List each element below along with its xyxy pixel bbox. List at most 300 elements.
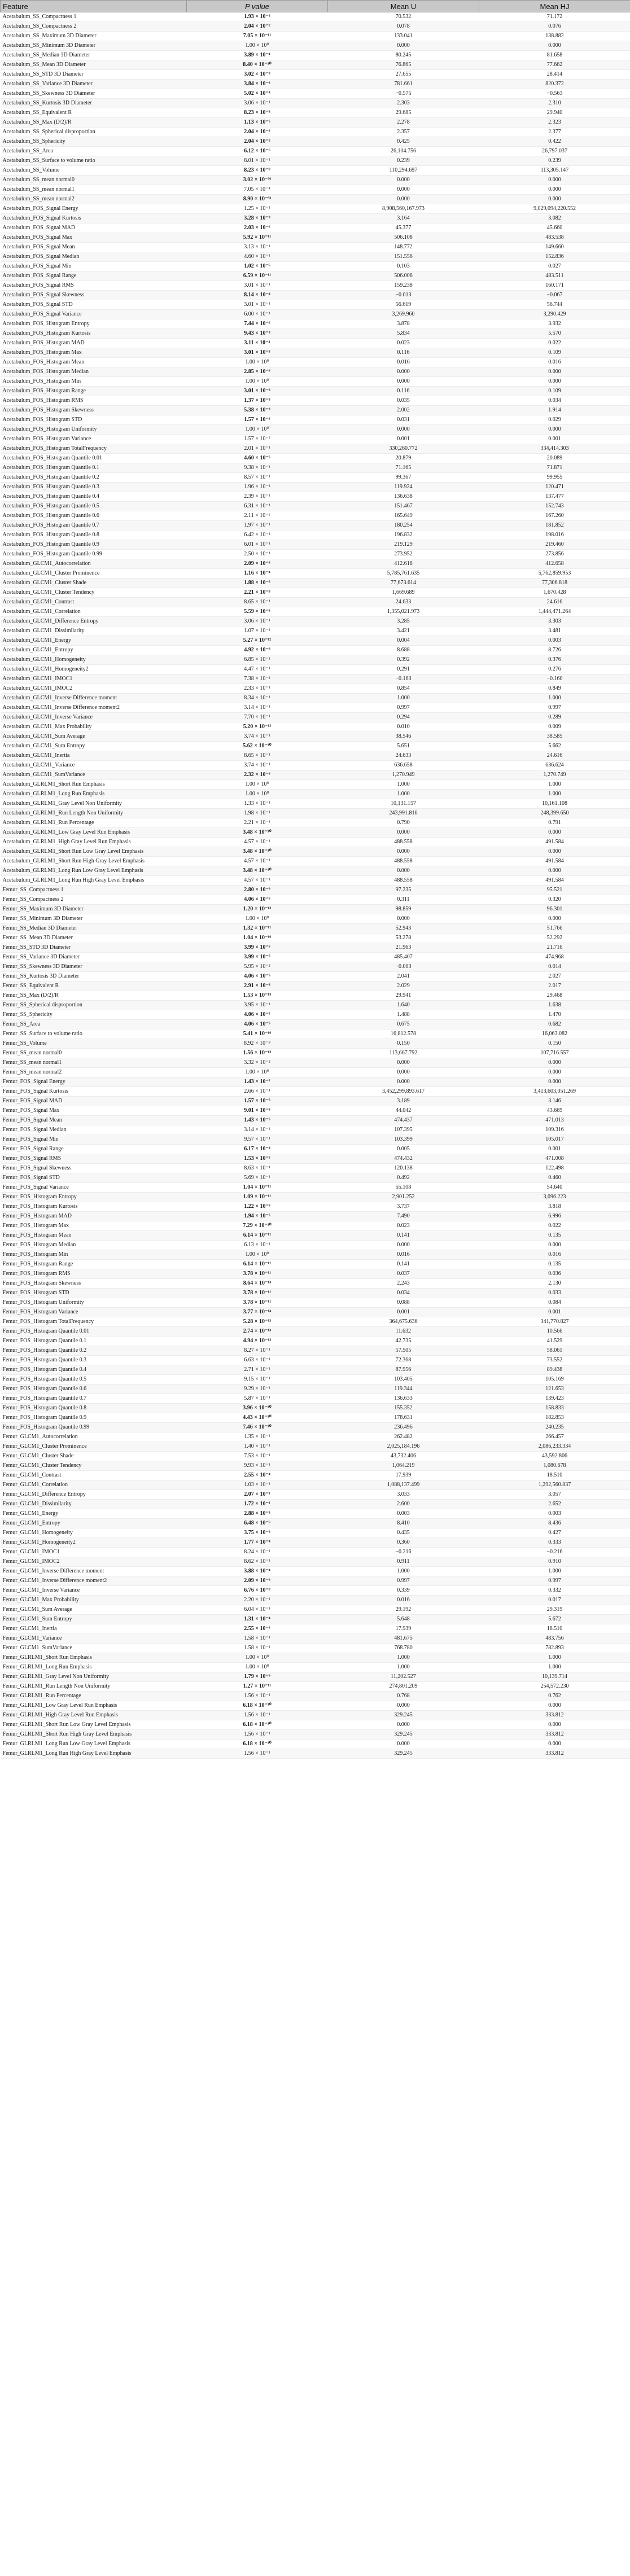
mean-u-cell: 5,785,761.635 <box>328 569 479 579</box>
mean-hj-cell: 8.436 <box>479 1519 630 1528</box>
table-row <box>1 799 630 809</box>
table-row <box>1 1519 630 1528</box>
feature-cell: Femur_FOS_Histogram Min <box>1 1250 187 1260</box>
feature-cell: Femur_FOS_Histogram Mean <box>1 1231 187 1241</box>
table-row <box>1 924 630 934</box>
mean-u-cell: 11,202.527 <box>328 1672 479 1682</box>
table-row <box>1 214 630 224</box>
mean-u-cell: 155.352 <box>328 1404 479 1413</box>
feature-cell: Acetabulum_SS_Max (D/2)/R <box>1 118 187 128</box>
feature-cell: Acetabulum_FOS_Histogram Quantile 0.5 <box>1 502 187 511</box>
p-value-cell: 8.14 × 10⁻⁴ <box>187 291 328 300</box>
feature-cell: Femur_GLCM1_IMOC1 <box>1 1548 187 1557</box>
table-row <box>1 1557 630 1567</box>
feature-cell: Femur_GLRLM1_Run Length Non Uniformity <box>1 1682 187 1692</box>
feature-cell: Femur_FOS_Signal Mean <box>1 1116 187 1125</box>
mean-u-cell: 0.037 <box>328 1269 479 1279</box>
p-value-cell: 8.24 × 10⁻¹ <box>187 1548 328 1557</box>
p-value-cell: 3.06 × 10⁻¹ <box>187 99 328 108</box>
mean-u-cell: 0.088 <box>328 1298 479 1308</box>
feature-cell: Acetabulum_FOS_Histogram MAD <box>1 339 187 348</box>
mean-hj-cell: 0.000 <box>479 1077 630 1087</box>
feature-cell: Femur_SS_Mean 3D Diameter <box>1 934 187 943</box>
mean-u-cell: 0.854 <box>328 684 479 694</box>
p-value-cell: 1.94 × 10⁻⁵ <box>187 1212 328 1221</box>
mean-u-cell: 488.558 <box>328 838 479 847</box>
feature-cell: Femur_FOS_Histogram Skewness <box>1 1279 187 1289</box>
table-row <box>1 147 630 156</box>
feature-cell: Femur_SS_Compactness 2 <box>1 895 187 905</box>
mean-u-cell: 72.368 <box>328 1356 479 1365</box>
mean-u-cell: 1.000 <box>328 1567 479 1576</box>
mean-hj-cell: 0.017 <box>479 1596 630 1605</box>
feature-cell: Acetabulum_SS_STD 3D Diameter <box>1 70 187 80</box>
mean-hj-cell: 333.812 <box>479 1730 630 1740</box>
mean-u-cell: 0.031 <box>328 415 479 425</box>
mean-u-cell: 3.737 <box>328 1202 479 1212</box>
p-value-cell: 1.40 × 10⁻¹ <box>187 1442 328 1452</box>
mean-u-cell: 119.344 <box>328 1385 479 1394</box>
feature-cell: Acetabulum_SS_Surface to volume ratio <box>1 156 187 166</box>
mean-hj-cell: 3.057 <box>479 1490 630 1500</box>
table-row <box>1 1538 630 1548</box>
mean-u-cell: 1,064.219 <box>328 1461 479 1471</box>
p-value-cell: 2.80 × 10⁻⁹ <box>187 886 328 895</box>
mean-u-cell: 103.405 <box>328 1375 479 1385</box>
mean-u-cell: 0.000 <box>328 828 479 838</box>
mean-u-cell: 273.952 <box>328 550 479 559</box>
table-row <box>1 195 630 204</box>
mean-hj-cell: 412.658 <box>479 559 630 569</box>
table-row <box>1 1049 630 1058</box>
p-value-cell: 2.55 × 10⁻⁴ <box>187 1624 328 1634</box>
mean-hj-cell: 1.470 <box>479 1010 630 1020</box>
table-row <box>1 156 630 166</box>
feature-cell: Acetabulum_FOS_Signal Range <box>1 271 187 281</box>
table-row <box>1 866 630 876</box>
mean-hj-cell: 52.292 <box>479 934 630 943</box>
feature-cell: Femur_GLRLM1_High Gray Level Run Emphasis <box>1 1711 187 1720</box>
feature-cell: Femur_GLCM1_Energy <box>1 1509 187 1519</box>
table-row <box>1 1135 630 1145</box>
table-row <box>1 1183 630 1193</box>
mean-hj-cell: 0.000 <box>479 866 630 876</box>
p-value-cell: 1.33 × 10⁻¹ <box>187 799 328 809</box>
mean-u-cell: 1.640 <box>328 1001 479 1010</box>
mean-hj-cell: 21.716 <box>479 943 630 953</box>
table-row <box>1 780 630 790</box>
mean-hj-cell: 10,139.714 <box>479 1672 630 1682</box>
header-mean-u: Mean U <box>328 1 479 12</box>
table-row <box>1 233 630 243</box>
feature-cell: Acetabulum_GLCM1_Inertia <box>1 751 187 761</box>
mean-hj-cell: 474.968 <box>479 953 630 962</box>
feature-cell: Femur_GLCM1_Difference Entropy <box>1 1490 187 1500</box>
feature-cell: Acetabulum_FOS_Histogram Range <box>1 387 187 396</box>
feature-cell: Acetabulum_FOS_Signal MAD <box>1 224 187 233</box>
mean-u-cell: 53.278 <box>328 934 479 943</box>
feature-cell: Acetabulum_SS_Median 3D Diameter <box>1 51 187 60</box>
p-value-cell: 1.04 × 10⁻¹¹ <box>187 1183 328 1193</box>
mean-u-cell: 0.675 <box>328 1020 479 1029</box>
mean-hj-cell: 137.477 <box>479 492 630 502</box>
mean-u-cell: 0.768 <box>328 1692 479 1701</box>
mean-hj-cell: 0.076 <box>479 22 630 32</box>
table-row <box>1 1663 630 1672</box>
mean-hj-cell: −0.067 <box>479 291 630 300</box>
mean-hj-cell: 5,762,859.953 <box>479 569 630 579</box>
mean-u-cell: 636.658 <box>328 761 479 770</box>
mean-hj-cell: 1.000 <box>479 1653 630 1663</box>
mean-u-cell: 7.490 <box>328 1212 479 1221</box>
feature-cell: Acetabulum_GLCM1_Dissimilarity <box>1 627 187 636</box>
mean-hj-cell: 0.000 <box>479 185 630 195</box>
mean-hj-cell: 24.616 <box>479 751 630 761</box>
p-value-cell: 1.56 × 10⁻¹ <box>187 1692 328 1701</box>
mean-u-cell: 52.943 <box>328 924 479 934</box>
table-row <box>1 329 630 339</box>
table-row <box>1 444 630 454</box>
p-value-cell: 1.00 × 10⁰ <box>187 790 328 799</box>
table-row <box>1 463 630 473</box>
feature-cell: Acetabulum_FOS_Signal Max <box>1 233 187 243</box>
mean-hj-cell: 0.009 <box>479 722 630 732</box>
table-row <box>1 377 630 387</box>
mean-u-cell: 0.000 <box>328 866 479 876</box>
table-row <box>1 204 630 214</box>
p-value-cell: 4.43 × 10⁻¹⁰ <box>187 1413 328 1423</box>
table-row <box>1 1480 630 1490</box>
p-value-cell: 5.20 × 10⁻¹² <box>187 722 328 732</box>
feature-cell: Acetabulum_FOS_Histogram Kurtosis <box>1 329 187 339</box>
p-value-cell: 6.18 × 10⁻¹⁰ <box>187 1701 328 1711</box>
mean-u-cell: 3.189 <box>328 1097 479 1106</box>
feature-cell: Femur_SS_Maximum 3D Diameter <box>1 905 187 914</box>
feature-cell: Acetabulum_SS_Volume <box>1 166 187 176</box>
table-row <box>1 1730 630 1740</box>
mean-u-cell: 329.245 <box>328 1730 479 1740</box>
feature-cell: Acetabulum_FOS_Histogram Uniformity <box>1 425 187 435</box>
table-row <box>1 713 630 722</box>
mean-u-cell: 1.488 <box>328 1010 479 1020</box>
p-value-cell: 6.18 × 10⁻¹⁰ <box>187 1740 328 1749</box>
table-row <box>1 751 630 761</box>
mean-hj-cell: 28.414 <box>479 70 630 80</box>
table-row <box>1 857 630 866</box>
table-row <box>1 511 630 521</box>
mean-hj-cell: 334,414.303 <box>479 444 630 454</box>
mean-hj-cell: 152.836 <box>479 252 630 262</box>
table-row <box>1 1308 630 1317</box>
table-row <box>1 550 630 559</box>
p-value-cell: 5.62 × 10⁻¹⁰ <box>187 742 328 751</box>
feature-cell: Acetabulum_FOS_Histogram Quantile 0.1 <box>1 463 187 473</box>
p-value-cell: 7.70 × 10⁻¹ <box>187 713 328 722</box>
table-row <box>1 905 630 914</box>
mean-u-cell: 0.016 <box>328 1250 479 1260</box>
mean-u-cell: 0.239 <box>328 156 479 166</box>
feature-cell: Femur_FOS_Histogram Quantile 0.5 <box>1 1375 187 1385</box>
mean-hj-cell: 2.652 <box>479 1500 630 1509</box>
feature-cell: Femur_GLCM1_Cluster Tendency <box>1 1461 187 1471</box>
p-value-cell: 5.87 × 10⁻¹ <box>187 1394 328 1404</box>
mean-hj-cell: 5.672 <box>479 1615 630 1624</box>
p-value-cell: 4.06 × 10⁻⁵ <box>187 1020 328 1029</box>
p-value-cell: 6.17 × 10⁻⁴ <box>187 1145 328 1154</box>
table-row <box>1 1500 630 1509</box>
p-value-cell: 1.09 × 10⁻¹¹ <box>187 1193 328 1202</box>
mean-u-cell: 0.000 <box>328 1241 479 1250</box>
mean-hj-cell: 0.276 <box>479 665 630 674</box>
feature-cell: Acetabulum_FOS_Histogram Skewness <box>1 406 187 415</box>
feature-cell: Femur_GLRLM1_Low Gray Level Run Emphasis <box>1 1701 187 1711</box>
mean-hj-cell: 0.289 <box>479 713 630 722</box>
mean-u-cell: 0.000 <box>328 847 479 857</box>
feature-cell: Acetabulum_FOS_Histogram Quantile 0.99 <box>1 550 187 559</box>
table-row <box>1 818 630 828</box>
mean-u-cell: 180.254 <box>328 521 479 531</box>
mean-hj-cell: 20.089 <box>479 454 630 463</box>
p-value-cell: 2.39 × 10⁻¹ <box>187 492 328 502</box>
mean-u-cell: 1.000 <box>328 1653 479 1663</box>
table-row <box>1 665 630 674</box>
mean-hj-cell: 29.468 <box>479 991 630 1001</box>
table-row <box>1 953 630 962</box>
mean-u-cell: 329.245 <box>328 1749 479 1759</box>
feature-cell: Acetabulum_GLRLM1_Short Run Low Gray Level Emphasis <box>1 847 187 857</box>
mean-u-cell: 0.392 <box>328 655 479 665</box>
table-row <box>1 809 630 818</box>
p-value-cell: 3.96 × 10⁻¹⁰ <box>187 1404 328 1413</box>
feature-cell: Acetabulum_FOS_Histogram Max <box>1 348 187 358</box>
feature-cell: Acetabulum_SS_Kurtosis 3D Diameter <box>1 99 187 108</box>
mean-u-cell: 1.000 <box>328 1663 479 1672</box>
p-value-cell: 3.84 × 10⁻³ <box>187 80 328 89</box>
p-value-cell: 9.29 × 10⁻¹ <box>187 1385 328 1394</box>
mean-u-cell: −0.163 <box>328 674 479 684</box>
p-value-cell: 1.97 × 10⁻¹ <box>187 521 328 531</box>
feature-cell: Femur_FOS_Signal Energy <box>1 1077 187 1087</box>
mean-hj-cell: 43.669 <box>479 1106 630 1116</box>
feature-cell: Femur_GLCM1_Inverse Variance <box>1 1586 187 1596</box>
mean-u-cell: 151.556 <box>328 252 479 262</box>
mean-u-cell: 24.633 <box>328 751 479 761</box>
feature-cell: Acetabulum_GLCM1_Inverse Difference moment2 <box>1 703 187 713</box>
mean-hj-cell: 24.616 <box>479 598 630 607</box>
feature-cell: Acetabulum_FOS_Signal Variance <box>1 310 187 319</box>
p-value-cell: 4.06 × 10⁻⁵ <box>187 1010 328 1020</box>
mean-u-cell: 2,901.252 <box>328 1193 479 1202</box>
table-row <box>1 319 630 329</box>
mean-u-cell: 42.735 <box>328 1337 479 1346</box>
feature-cell: Acetabulum_FOS_Signal Mean <box>1 243 187 252</box>
table-row <box>1 492 630 502</box>
table-row <box>1 1596 630 1605</box>
feature-cell: Acetabulum_GLCM1_Correlation <box>1 607 187 617</box>
table-row <box>1 281 630 291</box>
p-value-cell: 4.92 × 10⁻⁸ <box>187 646 328 655</box>
p-value-cell: 5.41 × 10⁻¹⁶ <box>187 1029 328 1039</box>
mean-u-cell: 8,908,560,167.973 <box>328 204 479 214</box>
p-value-cell: 7.29 × 10⁻¹⁰ <box>187 1221 328 1231</box>
p-value-cell: 1.56 × 10⁻¹ <box>187 1749 328 1759</box>
feature-cell: Femur_FOS_Histogram Quantile 0.01 <box>1 1327 187 1337</box>
mean-hj-cell: 29.940 <box>479 108 630 118</box>
mean-u-cell: 0.000 <box>328 1701 479 1711</box>
feature-cell: Acetabulum_GLRLM1_Long Run High Gray Level Emphasis <box>1 876 187 886</box>
mean-hj-cell: 3.303 <box>479 617 630 627</box>
table-row <box>1 588 630 598</box>
table-row <box>1 732 630 742</box>
p-value-cell: 5.02 × 10⁻⁴ <box>187 89 328 99</box>
feature-cell: Acetabulum_GLRLM1_Long Run Emphasis <box>1 790 187 799</box>
mean-hj-cell: 198.016 <box>479 531 630 540</box>
p-value-cell: 2.55 × 10⁻⁴ <box>187 1471 328 1480</box>
feature-cell: Femur_FOS_Histogram Uniformity <box>1 1298 187 1308</box>
p-value-cell: 6.14 × 10⁻¹¹ <box>187 1231 328 1241</box>
table-row <box>1 1385 630 1394</box>
p-value-cell: 7.46 × 10⁻¹⁰ <box>187 1423 328 1432</box>
mean-u-cell: 0.294 <box>328 713 479 722</box>
table-row <box>1 790 630 799</box>
p-value-cell: 1.27 × 10⁻¹¹ <box>187 1682 328 1692</box>
mean-u-cell: 38.546 <box>328 732 479 742</box>
p-value-cell: 8.63 × 10⁻¹ <box>187 1164 328 1173</box>
table-row <box>1 1682 630 1692</box>
mean-hj-cell: 2,086,233.334 <box>479 1442 630 1452</box>
mean-hj-cell: 18.510 <box>479 1471 630 1480</box>
table-row <box>1 12 630 22</box>
mean-u-cell: 0.997 <box>328 1576 479 1586</box>
feature-cell: Femur_GLCM1_Max Probability <box>1 1596 187 1605</box>
mean-hj-cell: 6.996 <box>479 1212 630 1221</box>
feature-cell: Acetabulum_SS_Mean 3D Diameter <box>1 60 187 70</box>
mean-u-cell: 0.997 <box>328 703 479 713</box>
p-value-cell: 3.11 × 10⁻³ <box>187 339 328 348</box>
header-feature: Feature <box>1 1 187 12</box>
table-row <box>1 1452 630 1461</box>
mean-u-cell: 110,294.697 <box>328 166 479 176</box>
mean-hj-cell: 341,770.827 <box>479 1317 630 1327</box>
table-row <box>1 934 630 943</box>
mean-hj-cell: 3.146 <box>479 1097 630 1106</box>
mean-hj-cell: 121.653 <box>479 1385 630 1394</box>
p-value-cell: 1.43 × 10⁻⁵ <box>187 1116 328 1125</box>
mean-hj-cell: 77.662 <box>479 60 630 70</box>
table-row <box>1 1509 630 1519</box>
mean-hj-cell: 107,716.557 <box>479 1049 630 1058</box>
mean-u-cell: 0.492 <box>328 1173 479 1183</box>
p-value-cell: 2.01 × 10⁻¹ <box>187 444 328 454</box>
p-value-cell: 4.60 × 10⁻⁵ <box>187 454 328 463</box>
table-row <box>1 982 630 991</box>
p-value-cell: 3.95 × 10⁻¹ <box>187 1001 328 1010</box>
mean-hj-cell: 0.460 <box>479 1173 630 1183</box>
table-row <box>1 1221 630 1231</box>
p-value-cell: 2.85 × 10⁻⁹ <box>187 367 328 377</box>
p-value-cell: 1.53 × 10⁻¹³ <box>187 991 328 1001</box>
p-value-cell: 6.01 × 10⁻¹ <box>187 540 328 550</box>
table-row <box>1 1337 630 1346</box>
feature-cell: Femur_GLCM1_Correlation <box>1 1480 187 1490</box>
p-value-cell: 1.00 × 10⁰ <box>187 377 328 387</box>
mean-u-cell: 99.367 <box>328 473 479 483</box>
header-mean-hj: Mean HJ <box>479 1 630 12</box>
mean-u-cell: 24.633 <box>328 598 479 607</box>
mean-u-cell: 0.005 <box>328 1145 479 1154</box>
table-row <box>1 1528 630 1538</box>
p-value-cell: 1.57 × 10⁻² <box>187 435 328 444</box>
table-row <box>1 1576 630 1586</box>
mean-hj-cell: 81.658 <box>479 51 630 60</box>
p-value-cell: 1.00 × 10⁰ <box>187 914 328 924</box>
table-row <box>1 1375 630 1385</box>
p-value-cell: 1.43 × 10⁻⁷ <box>187 1077 328 1087</box>
mean-hj-cell: 1.000 <box>479 790 630 799</box>
p-value-cell: 5.95 × 10⁻² <box>187 962 328 972</box>
mean-hj-cell: 0.791 <box>479 818 630 828</box>
mean-u-cell: 243,991.816 <box>328 809 479 818</box>
table-row <box>1 166 630 176</box>
p-value-cell: 8.27 × 10⁻¹ <box>187 1346 328 1356</box>
p-value-cell: 1.00 × 10⁰ <box>187 780 328 790</box>
table-row <box>1 627 630 636</box>
mean-hj-cell: 8.726 <box>479 646 630 655</box>
feature-cell: Femur_GLCM1_SumVariance <box>1 1644 187 1653</box>
p-value-cell: 1.58 × 10⁻¹ <box>187 1634 328 1644</box>
table-row <box>1 914 630 924</box>
p-value-cell: 3.14 × 10⁻¹ <box>187 703 328 713</box>
feature-cell: Femur_FOS_Signal MAD <box>1 1097 187 1106</box>
table-row <box>1 1077 630 1087</box>
feature-cell: Acetabulum_SS_mean normal1 <box>1 185 187 195</box>
p-value-cell: 8.01 × 10⁻¹ <box>187 156 328 166</box>
table-row <box>1 387 630 396</box>
feature-cell: Femur_SS_Sphericity <box>1 1010 187 1020</box>
table-row <box>1 684 630 694</box>
mean-hj-cell: 0.016 <box>479 358 630 367</box>
table-row <box>1 310 630 319</box>
mean-u-cell: 10,131.157 <box>328 799 479 809</box>
p-value-cell: 2.50 × 10⁻¹ <box>187 550 328 559</box>
table-row <box>1 703 630 713</box>
feature-cell: Femur_FOS_Signal RMS <box>1 1154 187 1164</box>
table-row <box>1 483 630 492</box>
mean-hj-cell: −0.216 <box>479 1548 630 1557</box>
mean-u-cell: 17.939 <box>328 1624 479 1634</box>
mean-u-cell: 56.619 <box>328 300 479 310</box>
feature-cell: Femur_SS_Spherical disproportion <box>1 1001 187 1010</box>
feature-cell: Femur_SS_Max (D/2)/R <box>1 991 187 1001</box>
p-value-cell: 3.88 × 10⁻⁴ <box>187 1567 328 1576</box>
table-row <box>1 962 630 972</box>
p-value-cell: 9.43 × 10⁻³ <box>187 329 328 339</box>
feature-cell: Acetabulum_GLCM1_Cluster Shade <box>1 579 187 588</box>
table-row <box>1 396 630 406</box>
feature-cell: Femur_FOS_Signal STD <box>1 1173 187 1183</box>
mean-u-cell: 0.141 <box>328 1260 479 1269</box>
table-row <box>1 1365 630 1375</box>
feature-cell: Acetabulum_FOS_Signal Min <box>1 262 187 271</box>
table-row <box>1 1269 630 1279</box>
mean-hj-cell: 99.955 <box>479 473 630 483</box>
mean-u-cell: 0.116 <box>328 387 479 396</box>
mean-hj-cell: 38.585 <box>479 732 630 742</box>
header-row <box>1 1 630 12</box>
table-row <box>1 1740 630 1749</box>
table-row <box>1 118 630 128</box>
feature-cell: Acetabulum_GLRLM1_Short Run High Gray Level Emphasis <box>1 857 187 866</box>
